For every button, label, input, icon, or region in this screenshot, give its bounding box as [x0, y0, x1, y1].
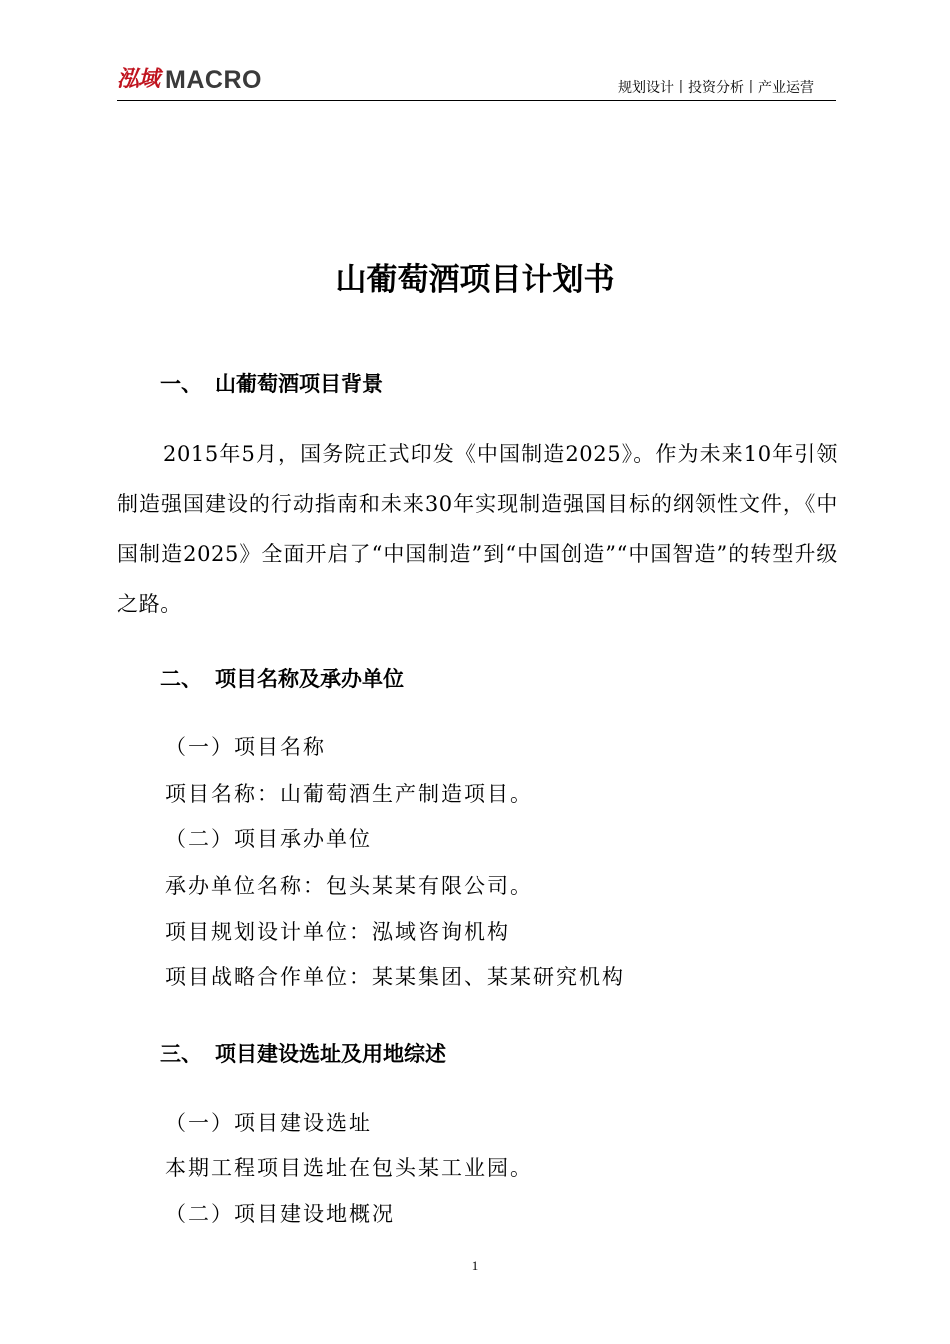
page-number: 1: [471, 1258, 479, 1273]
logo-text: MACRO: [165, 66, 262, 94]
section-heading-2: [160, 664, 404, 694]
section-title: 项目名称及承办单位: [215, 667, 404, 691]
section-number: 一、: [160, 372, 202, 396]
subsection-heading: （一）项目名称: [165, 735, 326, 759]
section-title: 山葡萄酒项目背景: [215, 372, 383, 396]
section-1-paragraph: 2015年5月，国务院正式印发《中国制造2025》。作为未来10年引领制造强国建设的行动指南和未来30年实现制造强国目标的纲领性文件，《中国制造2025》全面开启了“中国制造”到“中国创造”“中国智造”的转型升级之路。: [117, 442, 838, 616]
section-number: 三、: [160, 1042, 202, 1066]
page-header: [117, 66, 836, 101]
subsection-heading: （一）项目建设选址: [165, 1111, 372, 1135]
document-title: 山葡萄酒项目计划书: [335, 262, 615, 298]
section-number: 二、: [160, 667, 202, 691]
logo-mark: 泓域: [117, 67, 160, 92]
body-line: 本期工程项目选址在包头某工业园。: [165, 1156, 533, 1180]
body-line: 项目规划设计单位：泓域咨询机构: [165, 920, 510, 944]
section-heading-3: [160, 1039, 446, 1069]
body-line: 承办单位名称：包头某某有限公司。: [165, 874, 533, 898]
header-tagline: 规划设计丨投资分析丨产业运营: [618, 80, 814, 96]
subsection-heading: （二）项目承办单位: [165, 827, 372, 851]
subsection-heading: （二）项目建设地概况: [165, 1202, 395, 1226]
body-line: 项目名称：山葡萄酒生产制造项目。: [165, 782, 533, 806]
section-heading-1: [160, 369, 383, 399]
body-line: 项目战略合作单位：某某集团、某某研究机构: [165, 965, 625, 989]
section-title: 项目建设选址及用地综述: [215, 1042, 446, 1066]
logo: [117, 66, 262, 94]
